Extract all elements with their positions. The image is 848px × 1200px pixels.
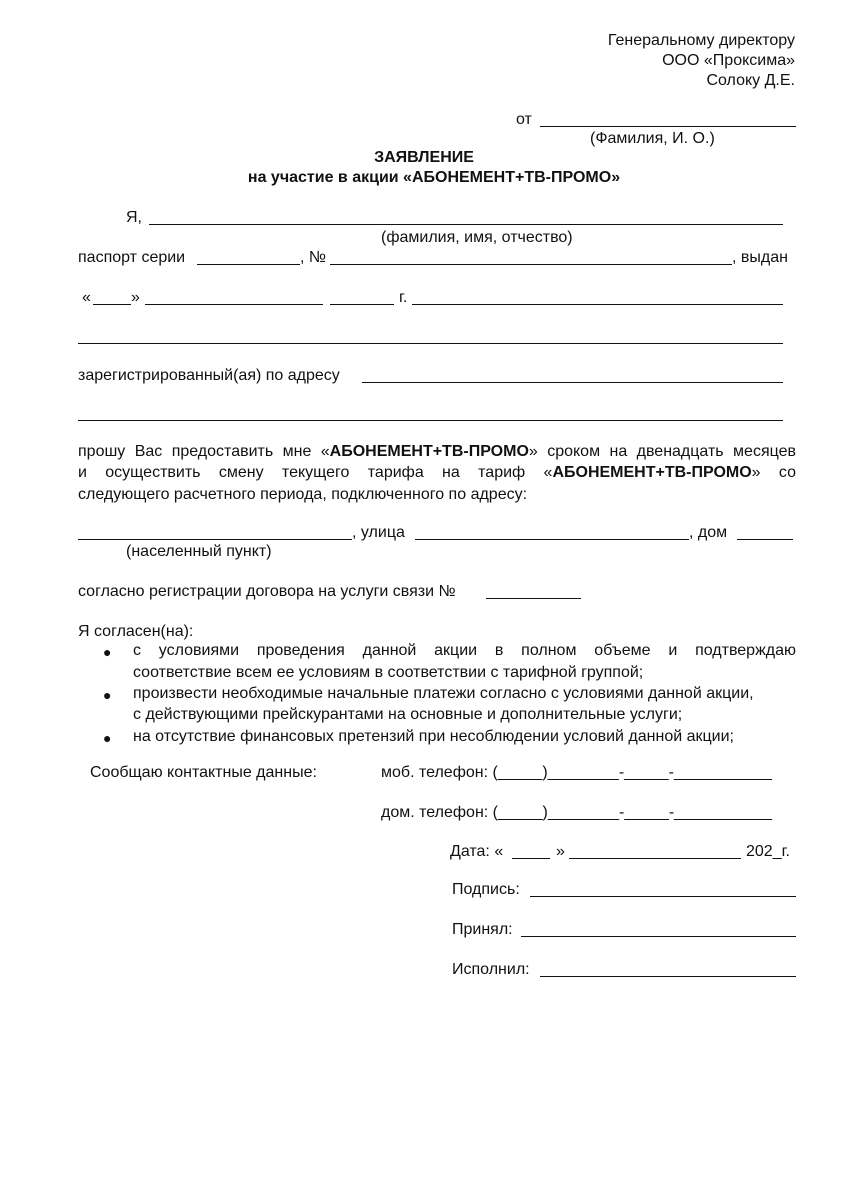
issue-day-field[interactable] [93,304,131,305]
passport-series-label: паспорт серии [78,249,186,266]
request-line-1: прошу Вас предоставить мне «АБОНЕМЕНТ+ТВ-ПРОМО» сроком на двенадцать месяцев [78,443,796,460]
house-field[interactable] [737,539,793,540]
bullet-icon: ● [103,730,112,746]
registered-address-continued-field[interactable] [78,420,783,421]
passport-number-label: , № [300,249,327,266]
document-subtitle: на участие в акции «АБОНЕМЕНТ+ТВ-ПРОМО» [247,169,621,186]
executor-label: Исполнил: [452,961,530,978]
signature-field[interactable] [530,896,796,897]
date-day-field[interactable] [512,858,550,859]
registered-address-label: зарегистрированный(ая) по адресу [78,367,340,384]
fio-caption: (фамилия, имя, отчество) [381,229,573,246]
agree-item-1-line-2: соответствие всем ее условиям в соответствии с тарифной группой; [133,664,644,681]
passport-number-field[interactable] [330,264,732,265]
signature-label: Подпись: [452,881,520,898]
from-name-caption: (Фамилия, И. О.) [590,130,715,147]
i-label: Я, [126,209,142,226]
document-title: ЗАЯВЛЕНИЕ [374,149,474,166]
agree-item-3-line-1: на отсутствие финансовых претензий при несоблюдении условий данной акции; [133,728,734,745]
contacts-label: Сообщаю контактные данные: [90,764,317,781]
from-label: от [516,111,532,128]
issue-month-field[interactable] [145,304,323,305]
from-name-field[interactable] [540,126,796,127]
issued-label: , выдан [732,249,788,266]
addressee-line-2: ООО «Проксима» [662,52,795,69]
bullet-icon: ● [103,687,112,703]
bullet-icon: ● [103,644,112,660]
settlement-field[interactable] [78,539,352,540]
issued-by-field[interactable] [412,304,783,305]
contract-number-field[interactable] [486,598,581,599]
addressee-line-3: Солоку Д.Е. [706,72,795,89]
mobile-phone-field[interactable]: моб. телефон: (_____)________-_____-___________ [381,764,772,781]
house-label: , дом [689,524,728,541]
agree-title: Я согласен(на): [78,623,194,640]
date-year: 202_г. [746,843,790,860]
date-close-quote: » [556,843,565,860]
issue-date-open-quote: « [82,289,91,306]
fio-field[interactable] [149,224,783,225]
request-line-3: следующего расчетного периода, подключенного по адресу: [78,486,528,503]
accepted-field[interactable] [521,936,796,937]
agree-item-1-line-1: с условиями проведения данной акции в полном объеме и подтверждаю [133,642,796,659]
settlement-caption: (населенный пункт) [126,543,272,560]
request-line-2: и осуществить смену текущего тарифа на тариф «АБОНЕМЕНТ+ТВ-ПРОМО» со [78,464,796,481]
home-phone-field[interactable]: дом. телефон: (_____)________-_____-___________ [381,804,773,821]
street-label: , улица [352,524,405,541]
date-label: Дата: « [450,843,504,860]
passport-series-field[interactable] [197,264,300,265]
issue-date-close-quote: » [131,289,140,306]
addressee-line-1: Генеральному директору [607,32,795,49]
issued-by-continued-field[interactable] [78,343,783,344]
street-field[interactable] [415,539,689,540]
executor-field[interactable] [540,976,796,977]
agree-item-2-line-1: произвести необходимые начальные платежи согласно с условиями данной акции, [133,685,754,702]
contract-label: согласно регистрации договора на услуги связи № [78,583,456,600]
accepted-label: Принял: [452,921,513,938]
date-month-field[interactable] [569,858,741,859]
registered-address-field[interactable] [362,382,783,383]
agree-item-2-line-2: с действующими прейскурантами на основные и дополнительные услуги; [133,706,683,723]
issue-city-label: г. [399,289,408,306]
issue-year-field[interactable] [330,304,394,305]
